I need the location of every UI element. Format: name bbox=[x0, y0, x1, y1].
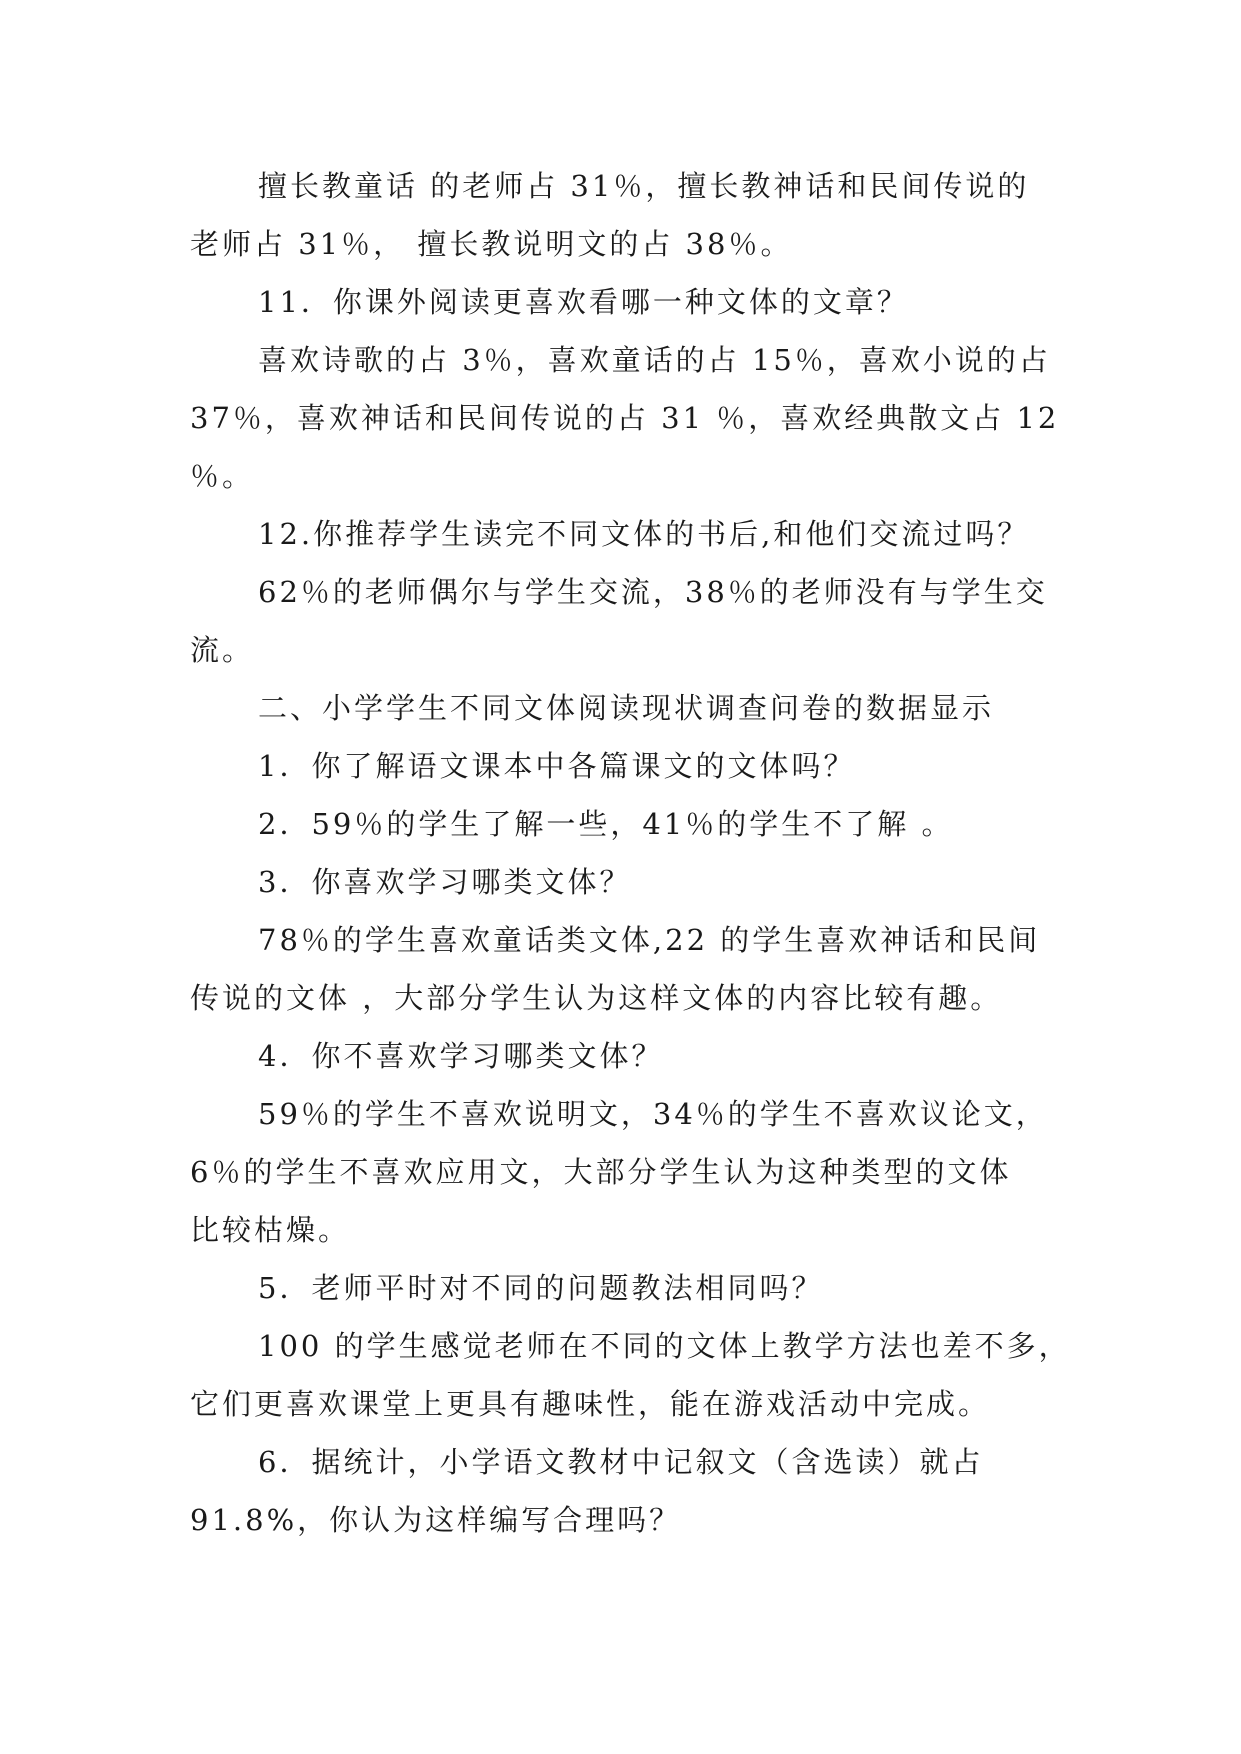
paragraph-line: 传说的文体 ，大部分学生认为这样文体的内容比较有趣。 bbox=[190, 981, 1003, 1015]
question-line: 4．你不喜欢学习哪类文体？ bbox=[258, 1039, 664, 1073]
paragraph-line: 6％的学生不喜欢应用文，大部分学生认为这种类型的文体 bbox=[190, 1155, 1012, 1189]
paragraph-line: 比较枯燥。 bbox=[190, 1213, 351, 1247]
paragraph-line: 它们更喜欢课堂上更具有趣味性，能在游戏活动中完成。 bbox=[190, 1387, 991, 1421]
paragraph-line: 59％的学生不喜欢说明文，34％的学生不喜欢议论文， bbox=[258, 1097, 1048, 1131]
question-line: 3．你喜欢学习哪类文体？ bbox=[258, 865, 632, 899]
paragraph-line: 100 的学生感觉老师在不同的文体上教学方法也差不多， bbox=[258, 1329, 1071, 1363]
paragraph-line: 62％的老师偶尔与学生交流，38％的老师没有与学生交 bbox=[258, 575, 1048, 609]
question-line: 6．据统计，小学语文教材中记叙文（含选读）就占 bbox=[258, 1445, 984, 1479]
question-line: 91.8%，你认为这样编写合理吗？ bbox=[190, 1503, 682, 1537]
paragraph-line: 流。 bbox=[190, 633, 255, 667]
paragraph-line: 擅长教童话 的老师占 31％，擅长教神话和民间传说的 bbox=[258, 169, 1030, 203]
paragraph-line: 老师占 31％， 擅长教说明文的占 38％。 bbox=[190, 227, 793, 261]
paragraph-line: 喜欢诗歌的占 3％，喜欢童话的占 15％，喜欢小说的占 bbox=[258, 343, 1051, 377]
question-line: 1．你了解语文课本中各篇课文的文体吗？ bbox=[258, 749, 856, 783]
paragraph-line: ％。 bbox=[190, 459, 255, 493]
paragraph-line: 78％的学生喜欢童话类文体,22 的学生喜欢神话和民间 bbox=[258, 923, 1041, 957]
section-heading: 二、小学学生不同文体阅读现状调查问卷的数据显示 bbox=[258, 691, 995, 725]
question-line: 12.你推荐学生读完不同文体的书后,和他们交流过吗？ bbox=[258, 517, 1030, 551]
question-line: 5．老师平时对不同的问题教法相同吗？ bbox=[258, 1271, 824, 1305]
paragraph-line: 37％，喜欢神话和民间传说的占 31 ％，喜欢经典散文占 12 bbox=[190, 401, 1060, 435]
question-line: 11．你课外阅读更喜欢看哪一种文体的文章？ bbox=[258, 285, 909, 319]
paragraph-line: 2．59％的学生了解一些，41％的学生不了解 。 bbox=[258, 807, 954, 841]
